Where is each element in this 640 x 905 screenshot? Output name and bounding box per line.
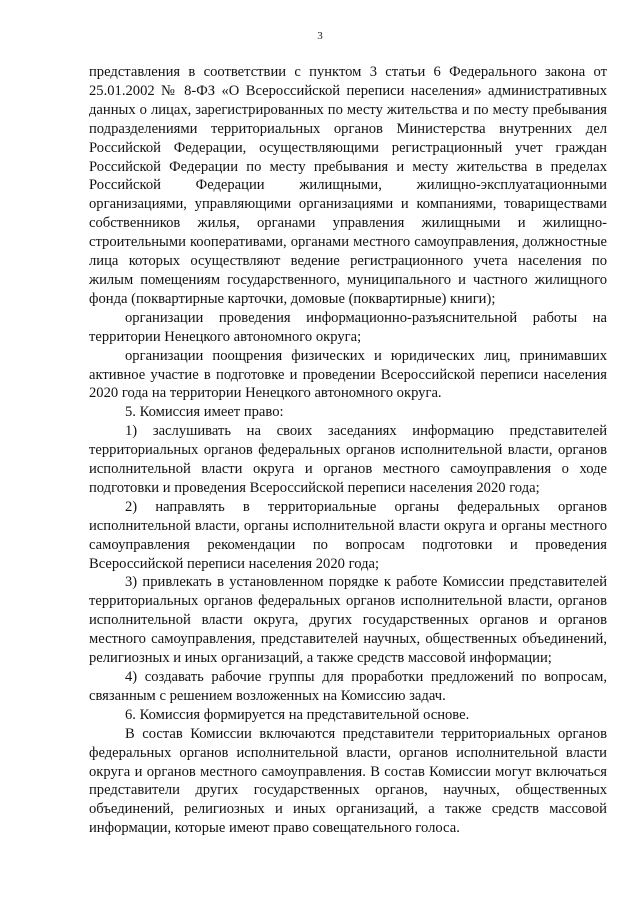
- paragraph-right-3: 3) привлекать в установленном порядке к работе Комиссии представителей территориальных органов федеральных органов исполнительной власти, органов исполнительной власти округа, других государственных органов и органов местного самоуправления, представителей научных, общественных объединений, религиозных и иных организаций, а также средств массовой информации;: [89, 574, 607, 667]
- paragraph-right-2: 2) направлять в территориальные органы федеральных органов исполнительной власти, органы исполнительной власти округа и органы местного самоуправления рекомендации по вопросам подготовки и проведения Всероссийской переписи населения 2020 года;: [89, 498, 607, 572]
- paragraph-composition: В состав Комиссии включаются представители территориальных органов федеральных органов исполнительной власти, органов исполнительной власти округа и органов местного самоуправления. В состав Комиссии могут включаться представители других государственных органов, научных, общественных объединений, религиозных и иных организаций, а также средств массовой информации, которые имеют право совещательного голоса.: [89, 725, 607, 837]
- paragraph-right-4: 4) создавать рабочие группы для проработки предложений по вопросам, связанным с решением возложенных на Комиссию задач.: [89, 669, 607, 704]
- paragraph-section-6: 6. Комиссия формируется на представительной основе.: [125, 706, 470, 723]
- paragraph-section-5-heading: 5. Комиссия имеет право:: [125, 404, 284, 421]
- document-body: [89, 63, 607, 838]
- paragraph-right-1: 1) заслушивать на своих заседаниях информацию представителей территориальных органов федеральных органов исполнительной власти, органов исполнительной власти округа и органов местного самоуправления о ходе подготовки и проведения Всероссийской переписи населения 2020 года;: [89, 423, 607, 496]
- paragraph-registration-data: представления в соответствии с пунктом 3 статьи 6 Федерального закона от 25.01.2002 № 8-ФЗ «О Всероссийской переписи населения» административных данных о лицах, зарегистрированных по месту жительства и по месту пребывания подразделениями территориальных органов Министерства внутренних дел Российской Федерации, осуществляющими регистрационный учет граждан Российской Федерации по месту пребывания и месту жительства в пределах Российской Федерации жилищными, жилищно-эксплуатационными организациями, управляющими организациями и компаниями, товариществами собственников жилья, органами управления жилищными и жилищно-строительными кооперативами, органами местного самоуправления, должностные лица которых осуществляют ведение регистрационного учета населения по жилым помещениям государственного, муниципального и частного жилищного фонда (поквартирные карточки, домовые (поквартирные) книги);: [89, 64, 607, 307]
- paragraph-info-work: организации проведения информационно-разъяснительной работы на территории Ненецкого автономного округа;: [89, 309, 607, 345]
- paragraph-encouragement: организации поощрения физических и юридических лиц, принимавших активное участие в подготовке и проведении Всероссийской переписи населения 2020 года на территории Ненецкого автономного округа.: [89, 347, 607, 402]
- page-number: 3: [317, 30, 323, 42]
